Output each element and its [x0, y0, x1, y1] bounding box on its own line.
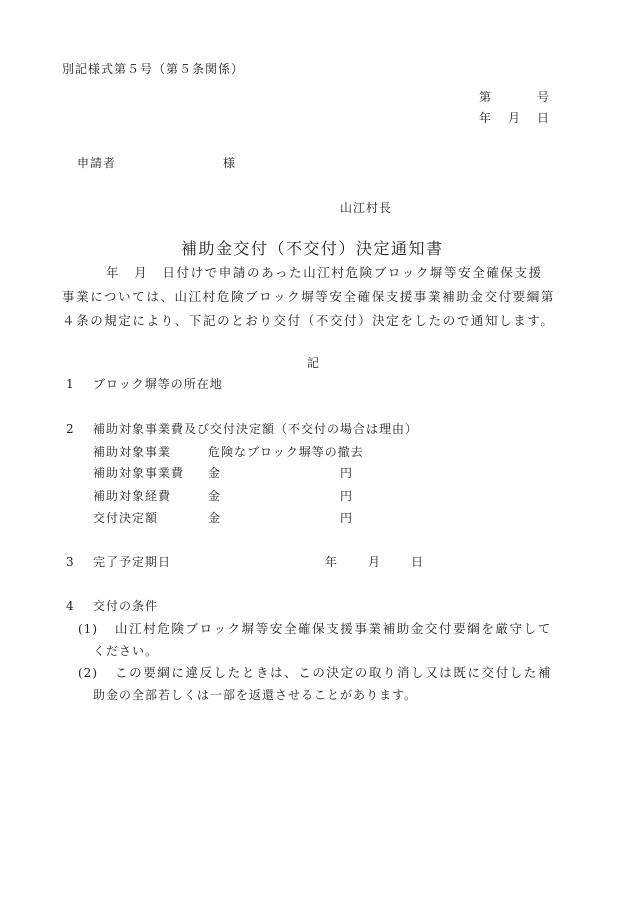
item2-row2-currency: 金: [208, 466, 222, 480]
doc-number-prefix: 第: [479, 90, 493, 104]
item3-day: 日: [411, 555, 425, 569]
body-line-2: 事業については、山江村危険ブロック塀等安全確保支援事業補助金交付要綱第: [62, 289, 556, 304]
item1-label: ブロック塀等の所在地: [93, 377, 223, 391]
item3-year: 年: [325, 555, 339, 569]
item2-row3-label: 補助対象経費: [93, 489, 172, 503]
condition2-line1: この要綱に違反したときは、この決定の取り消し又は既に交付した補: [115, 665, 553, 680]
body-line-3: ４条の規定により、下記のとおり交付（不交付）決定をしたので通知します。: [62, 313, 555, 328]
item2-row1-label: 補助対象事業: [93, 445, 172, 459]
condition2-line2: 助金の全部若しくは一部を返還させることがあります。: [93, 688, 418, 702]
condition1-line2: ください。: [93, 644, 159, 658]
item2-row3-currency: 金: [208, 489, 222, 503]
item2-row3-unit: 円: [340, 489, 354, 503]
item2-number: 2: [66, 422, 75, 436]
item2-row1-value: 危険なブロック塀等の撤去: [208, 445, 364, 459]
item2-row4-label: 交付決定額: [93, 511, 159, 525]
condition1-number: (1): [78, 622, 98, 636]
date-day: 日: [537, 111, 551, 125]
applicant-label: 申請者: [77, 156, 117, 170]
item2-label: 補助対象事業費及び交付決定額（不交付の場合は理由）: [93, 422, 419, 436]
item4-label: 交付の条件: [93, 599, 159, 613]
item2-row2-unit: 円: [340, 466, 354, 480]
item3-month: 月: [368, 555, 382, 569]
applicant-honorific: 様: [223, 156, 237, 170]
condition1-line1: 山江村危険ブロック塀等安全確保支援事業補助金交付要綱を厳守して: [115, 621, 552, 636]
item2-row4-currency: 金: [208, 511, 222, 525]
body-line-1: 年 月 日付けで申請のあった山江村危険ブロック塀等安全確保支援: [106, 265, 543, 280]
item4-number: 4: [66, 599, 75, 613]
item3-number: 3: [66, 555, 75, 569]
item3-label: 完了予定期日: [93, 555, 172, 569]
document-title: 補助金交付（不交付）決定通知書: [181, 239, 444, 258]
date-month: 月: [508, 111, 522, 125]
issuer: 山江村長: [340, 201, 393, 215]
form-label: 別記様式第５号（第５条関係）: [62, 62, 245, 76]
ki-heading: 記: [307, 356, 321, 370]
item2-row2-label: 補助対象事業費: [93, 466, 185, 480]
item1-number: 1: [66, 377, 75, 391]
item2-row4-unit: 円: [340, 511, 354, 525]
date-year: 年: [479, 111, 493, 125]
doc-number-suffix: 号: [537, 90, 551, 104]
condition2-number: (2): [78, 666, 98, 680]
